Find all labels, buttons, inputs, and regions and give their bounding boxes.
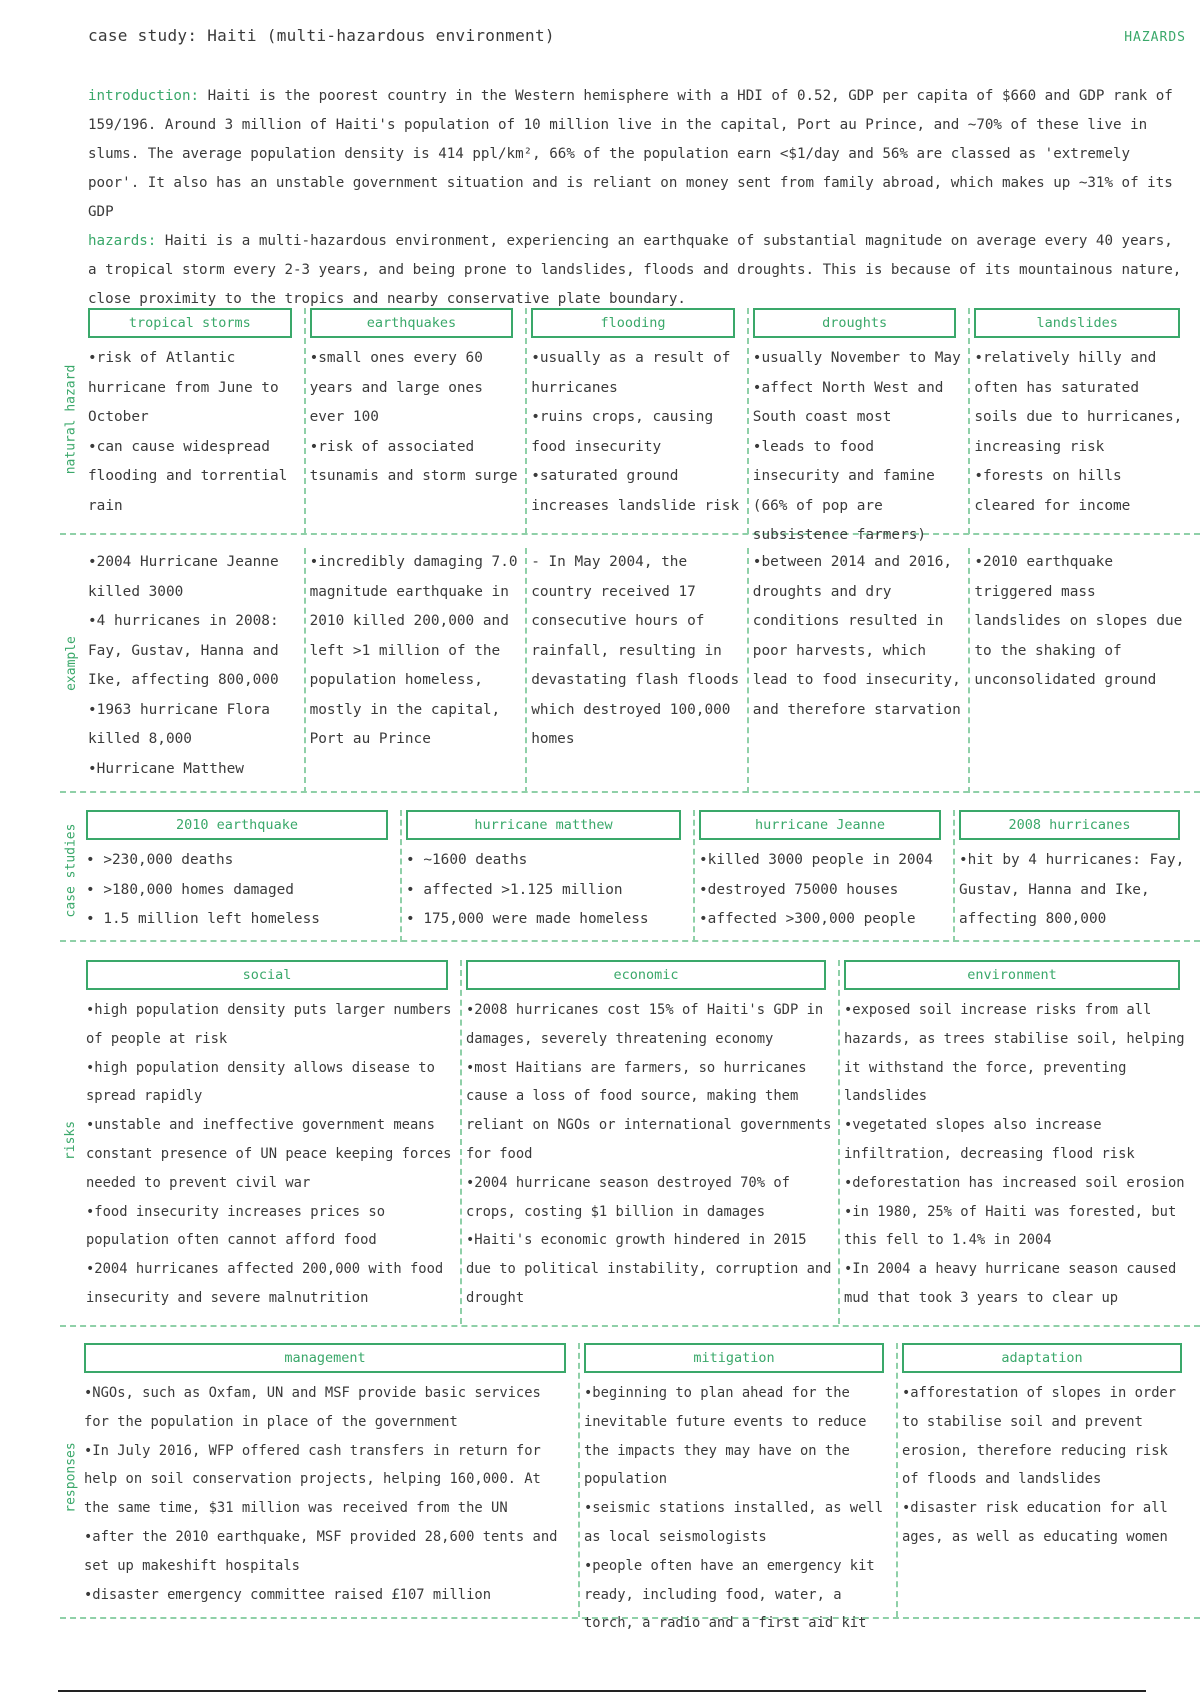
risk-heading: economic — [466, 960, 826, 990]
case-study-line: •hit by 4 hurricanes: Fay, Gustav, Hanna and Ike, affecting 800,000 — [959, 852, 1185, 927]
risk-cell — [82, 960, 462, 1324]
case-study-heading: 2010 earthquake — [86, 810, 388, 840]
case-study-cell — [695, 810, 955, 942]
hazard-example-line: •Hurricane Matthew — [88, 760, 244, 777]
risk-line: •food insecurity increases prices so population often cannot afford food — [86, 1203, 386, 1249]
hazard-natural-line: •usually as a result of hurricanes — [531, 350, 731, 396]
response-line: •people often have an emergency kit ready, including food, water, a torch, a radio and a first aid kit — [584, 1557, 875, 1632]
response-line: •disaster emergency committee raised £107 million — [84, 1586, 492, 1603]
case-study-line: • 1.5 million left homeless — [86, 911, 320, 927]
hazard-natural-cell — [749, 308, 971, 543]
response-heading: adaptation — [902, 1343, 1182, 1373]
hazards-text: Haiti is a multi-hazardous environment, experiencing an earthquake of substantial magnitude on average every 40 years, a tropical storm every 2-3 years, and being prone to landslides, floods and droughts. This is because of its mountainous nature, close proximity to the tropics and nearby conservative plate boundary. — [88, 233, 1182, 307]
response-cell — [580, 1343, 898, 1632]
page-title: case study: Haiti (multi-hazardous environment) — [88, 26, 555, 45]
hazard-heading: tropical storms — [88, 308, 292, 338]
risk-line: •2008 hurricanes cost 15% of Haiti's GDP in damages, severely threatening economy — [466, 1002, 824, 1047]
hazard-example-cell — [306, 548, 528, 793]
risk-line: •2004 hurricanes affected 200,000 with food insecurity and severe malnutrition — [86, 1261, 444, 1306]
page-bottom-rule — [58, 1690, 1146, 1692]
case-study-line: •destroyed 75000 houses — [699, 881, 899, 898]
hazard-natural-cell — [306, 308, 528, 534]
row-label-responses: responses — [63, 1441, 79, 1513]
case-study-cell — [402, 810, 695, 942]
risk-line: •high population density allows disease to spread rapidly — [86, 1059, 435, 1105]
hazard-example-line: •incredibly damaging 7.0 magnitude earthquake in 2010 killed 200,000 and left >1 million of the population homeless, mostly in the capital, Port au Prince — [309, 554, 518, 747]
case-study-heading: hurricane Jeanne — [699, 810, 941, 840]
hazards-label: hazards: — [88, 233, 157, 249]
response-line: •after the 2010 earthquake, MSF provided 28,600 tents and set up makeshift hospitals — [84, 1528, 558, 1574]
hazard-natural-cell — [84, 308, 306, 534]
response-line: •beginning to plan ahead for the inevitable future events to reduce the impacts they may have on the population — [584, 1385, 867, 1488]
case-study-line: • >230,000 deaths — [86, 852, 234, 868]
response-line: •seismic stations installed, as well as local seismologists — [584, 1500, 884, 1545]
risk-heading: environment — [844, 960, 1180, 990]
risk-line: •2004 hurricane season destroyed 70% of crops, costing $1 billion in damages — [466, 1174, 790, 1220]
hazard-example-cell — [749, 548, 971, 793]
case-study-line: • 175,000 were made homeless — [406, 911, 649, 927]
intro-block — [88, 82, 1188, 314]
hazard-heading: landslides — [974, 308, 1180, 338]
risk-line: •high population density puts larger numbers of people at risk — [86, 1002, 452, 1047]
hazard-natural-line: •forests on hills cleared for income — [974, 468, 1131, 514]
hazard-natural-line: •risk of associated tsunamis and storm surge — [309, 438, 518, 484]
risk-line: •exposed soil increase risks from all hazards, as trees stabilise soil, helping it withstand the force, preventing landslides — [844, 1002, 1185, 1105]
hazard-example-line: •between 2014 and 2016, droughts and dry conditions resulted in poor harvests, which lead to food insecurity, and therefore starvation — [752, 554, 961, 718]
hazard-natural-line: •affect North West and South coast most — [752, 379, 944, 425]
topic-tag: HAZARDS — [1124, 30, 1186, 45]
risk-line: •most Haitians are farmers, so hurricanes cause a loss of food source, making them reliant on NGOs or international governments for food — [466, 1059, 832, 1162]
case-study-cell — [955, 810, 1192, 942]
response-line: •disaster risk education for all ages, as well as educating women — [902, 1500, 1168, 1545]
risk-line: •In 2004 a heavy hurricane season caused mud that took 3 years to clear up — [844, 1261, 1177, 1306]
case-study-line: • >180,000 homes damaged — [86, 881, 294, 898]
response-heading: management — [84, 1343, 566, 1373]
hazard-natural-line: •usually November to May — [752, 350, 961, 366]
risk-line: •unstable and ineffective government means constant presence of UN peace keeping forces needed to prevent civil war — [86, 1117, 452, 1191]
hazard-example-line: - In May 2004, the country received 17 consecutive hours of rainfall, resulting in devastating flash floods which destroyed 100,000 homes — [531, 554, 740, 747]
response-line: •NGOs, such as Oxfam, UN and MSF provide basic services for the population in place of the government — [84, 1385, 541, 1430]
hazard-example-line: •4 hurricanes in 2008: Fay, Gustav, Hanna and Ike, affecting 800,000 — [88, 613, 279, 688]
hazard-example-line: •1963 hurricane Flora killed 8,000 — [88, 701, 270, 747]
risk-line: •vegetated slopes also increase infiltration, decreasing flood risk — [844, 1117, 1135, 1162]
hazard-heading: earthquakes — [310, 308, 514, 338]
case-study-line: • ~1600 deaths — [406, 852, 528, 868]
response-heading: mitigation — [584, 1343, 884, 1373]
hazard-natural-cell — [970, 308, 1192, 534]
risk-line: •Haiti's economic growth hindered in 2015 due to political instability, corruption and drought — [466, 1232, 832, 1306]
hazard-natural-line: •risk of Atlantic hurricane from June to October — [88, 350, 279, 425]
hazard-example-line: •2010 earthquake triggered mass landslides on slopes due to the shaking of unconsolidated ground — [974, 554, 1183, 688]
hazard-example-cell — [970, 548, 1192, 793]
row-label-natural-hazard: natural hazard — [63, 364, 79, 474]
hazard-natural-line: •small ones every 60 years and large ones ever 100 — [309, 350, 483, 425]
risk-cell — [840, 960, 1192, 1324]
risk-heading: social — [86, 960, 448, 990]
response-line: •afforestation of slopes in order to stabilise soil and prevent erosion, therefore reducing risk of floods and landslides — [902, 1385, 1177, 1488]
case-study-heading: 2008 hurricanes — [959, 810, 1180, 840]
row-label-case-studies: case studies — [63, 823, 79, 917]
row-label-example: example — [63, 635, 79, 691]
response-line: •In July 2016, WFP offered cash transfers in return for help on soil conservation projects, helping 160,000. At the same time, $31 million was received from the UN — [84, 1442, 541, 1517]
risk-cell — [462, 960, 840, 1324]
row-label-risks: risks — [63, 1120, 79, 1160]
case-study-cell — [82, 810, 402, 942]
hazard-natural-line: •ruins crops, causing food insecurity — [531, 409, 714, 455]
case-study-heading: hurricane matthew — [406, 810, 681, 840]
case-study-line: •affected >300,000 people — [699, 911, 916, 927]
case-study-line: •killed 3000 people in 2004 — [699, 852, 933, 868]
hazard-natural-line: •can cause widespread flooding and torrential rain — [88, 438, 288, 514]
intro-label: introduction: — [88, 88, 200, 104]
hazard-heading: droughts — [753, 308, 957, 338]
response-cell — [898, 1343, 1194, 1617]
risk-line: •in 1980, 25% of Haiti was forested, but this fell to 1.4% in 2004 — [844, 1203, 1177, 1249]
response-cell — [80, 1343, 580, 1617]
hazard-natural-line: •leads to food insecurity and famine (66% of pop are subsistence farmers) — [752, 438, 935, 543]
intro-paragraph — [88, 82, 1188, 227]
hazard-natural-line: •relatively hilly and often has saturated soils due to hurricanes, increasing risk — [974, 350, 1183, 455]
hazards-paragraph — [88, 227, 1188, 314]
hazard-example-cell — [527, 548, 749, 793]
hazard-heading: flooding — [531, 308, 735, 338]
risk-line: •deforestation has increased soil erosion — [844, 1174, 1185, 1191]
intro-text: Haiti is the poorest country in the Western hemisphere with a HDI of 0.52, GDP per capita of $660 and GDP rank of 159/196. Around 3 million of Haiti's population of 10 million live in the capital, Port au Prince, and ~70% of these live in slums. The average population density is 414 ppl/km², 66% of the population earn <$1/day and 56% are classed as 'extremely poor'. It also has an unstable government situation and is reliant on money sent from family abroad, which makes up ~31% of its GDP — [88, 88, 1173, 220]
hazard-example-cell — [84, 548, 306, 793]
case-study-line: • affected >1.125 million — [406, 881, 623, 898]
hazard-natural-cell — [527, 308, 749, 534]
hazard-example-line: •2004 Hurricane Jeanne killed 3000 — [88, 554, 279, 600]
hazard-natural-line: •saturated ground increases landslide risk — [531, 468, 740, 514]
